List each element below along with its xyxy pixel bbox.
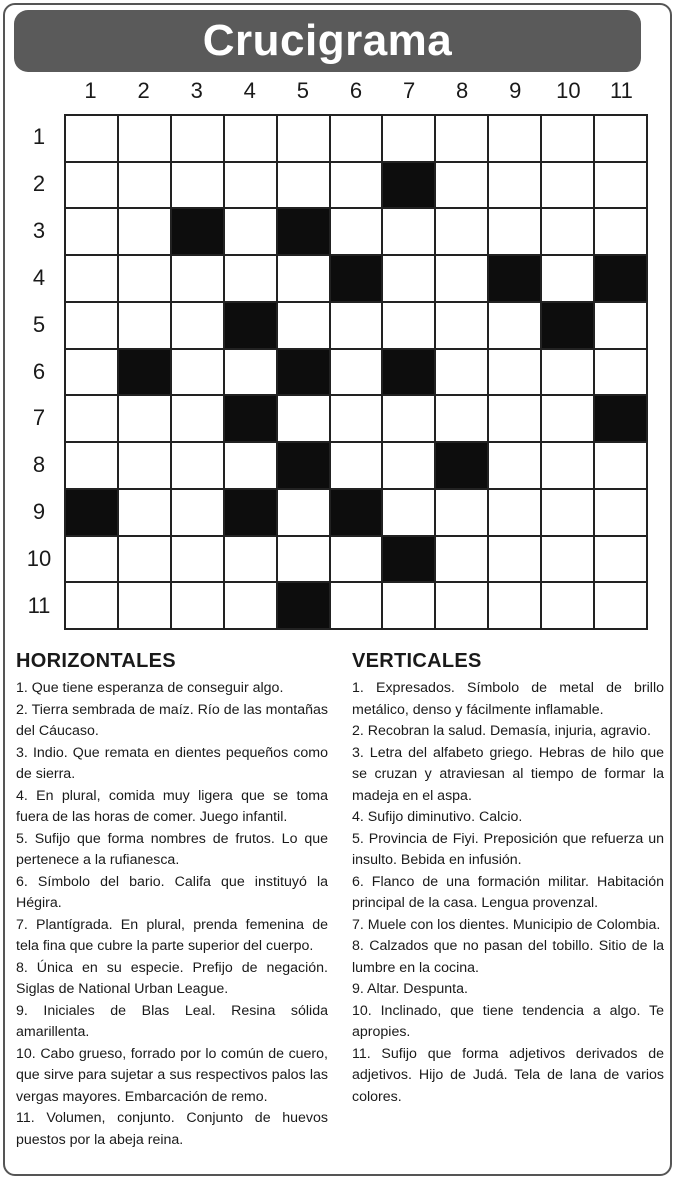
- white-cell[interactable]: [119, 209, 170, 254]
- column-number: 10: [556, 78, 581, 103]
- white-cell[interactable]: [331, 350, 382, 395]
- white-cell[interactable]: [66, 583, 117, 628]
- black-cell: [278, 583, 329, 628]
- white-cell[interactable]: [119, 396, 170, 441]
- black-cell: [119, 350, 170, 395]
- white-cell[interactable]: [542, 490, 593, 535]
- white-cell[interactable]: [225, 116, 276, 161]
- horizontal-clue-list: [16, 678, 328, 1151]
- black-cell: [278, 209, 329, 254]
- white-cell[interactable]: [331, 303, 382, 348]
- white-cell[interactable]: [331, 116, 382, 161]
- white-cell[interactable]: [172, 303, 223, 348]
- black-cell: [172, 209, 223, 254]
- white-cell[interactable]: [489, 490, 540, 535]
- black-cell: [225, 303, 276, 348]
- white-cell[interactable]: [225, 209, 276, 254]
- black-cell: [383, 350, 434, 395]
- white-cell[interactable]: [225, 256, 276, 301]
- white-cell[interactable]: [331, 209, 382, 254]
- horizontal-clues: [16, 648, 328, 1151]
- white-cell[interactable]: [436, 256, 487, 301]
- white-cell[interactable]: [172, 490, 223, 535]
- white-cell[interactable]: [595, 303, 646, 348]
- white-cell[interactable]: [489, 396, 540, 441]
- white-cell[interactable]: [119, 163, 170, 208]
- clue: 5. Sufijo que forma nombres de frutos. Lo que pertenece a la rufianesca.: [16, 830, 328, 868]
- white-cell[interactable]: [436, 163, 487, 208]
- white-cell[interactable]: [278, 163, 329, 208]
- column-number: 7: [402, 78, 416, 103]
- white-cell[interactable]: [436, 350, 487, 395]
- white-cell[interactable]: [331, 163, 382, 208]
- white-cell[interactable]: [66, 537, 117, 582]
- white-cell[interactable]: [119, 443, 170, 488]
- white-cell[interactable]: [383, 209, 434, 254]
- white-cell[interactable]: [66, 116, 117, 161]
- white-cell[interactable]: [489, 163, 540, 208]
- white-cell[interactable]: [172, 396, 223, 441]
- black-cell: [278, 350, 329, 395]
- white-cell[interactable]: [119, 303, 170, 348]
- white-cell[interactable]: [595, 163, 646, 208]
- white-cell[interactable]: [383, 443, 434, 488]
- vertical-heading: VERTICALES: [352, 650, 482, 672]
- black-cell: [436, 443, 487, 488]
- black-cell: [331, 490, 382, 535]
- white-cell[interactable]: [542, 209, 593, 254]
- white-cell[interactable]: [278, 303, 329, 348]
- clue: 11. Volumen, conjunto. Conjunto de huevos puestos por la abeja reina.: [16, 1110, 328, 1148]
- white-cell[interactable]: [542, 163, 593, 208]
- black-cell: [542, 303, 593, 348]
- white-cell[interactable]: [119, 537, 170, 582]
- white-cell[interactable]: [542, 537, 593, 582]
- white-cell[interactable]: [595, 537, 646, 582]
- row-number: 5: [32, 311, 46, 337]
- white-cell[interactable]: [119, 116, 170, 161]
- black-cell: [383, 163, 434, 208]
- white-cell[interactable]: [383, 303, 434, 348]
- row-number: 11: [27, 593, 51, 619]
- black-cell: [331, 256, 382, 301]
- clue: 7. Muele con los dientes. Municipio de Colombia.: [352, 916, 661, 933]
- white-cell[interactable]: [172, 350, 223, 395]
- white-cell[interactable]: [278, 490, 329, 535]
- white-cell[interactable]: [383, 256, 434, 301]
- column-number: 2: [137, 78, 150, 103]
- white-cell[interactable]: [66, 443, 117, 488]
- row-number: 9: [32, 499, 46, 525]
- white-cell[interactable]: [278, 396, 329, 441]
- white-cell[interactable]: [331, 396, 382, 441]
- white-cell[interactable]: [542, 443, 593, 488]
- white-cell[interactable]: [225, 537, 276, 582]
- white-cell[interactable]: [489, 443, 540, 488]
- white-cell[interactable]: [172, 163, 223, 208]
- white-cell[interactable]: [172, 116, 223, 161]
- column-number: 3: [190, 78, 203, 103]
- column-number: 5: [296, 78, 310, 103]
- clue: 6. Flanco de una formación militar. Habitación principal de la casa. Lengua provenzal.: [352, 873, 664, 911]
- clue: 2. Tierra sembrada de maíz. Río de las montañas del Cáucaso.: [16, 701, 328, 739]
- clue: 10. Inclinado, que tiene tendencia a algo. Te apropies.: [352, 1002, 664, 1040]
- clue: 9. Iniciales de Blas Leal. Resina sólida amarillenta.: [16, 1002, 328, 1040]
- white-cell[interactable]: [383, 583, 434, 628]
- black-cell: [225, 490, 276, 535]
- white-cell[interactable]: [278, 537, 329, 582]
- white-cell[interactable]: [119, 256, 170, 301]
- horizontal-heading: HORIZONTALES: [16, 650, 176, 672]
- page-title: Crucigrama: [202, 16, 453, 65]
- white-cell[interactable]: [225, 583, 276, 628]
- vertical-clues: [352, 648, 664, 1108]
- white-cell[interactable]: [436, 303, 487, 348]
- white-cell[interactable]: [383, 490, 434, 535]
- white-cell[interactable]: [595, 443, 646, 488]
- white-cell[interactable]: [225, 163, 276, 208]
- clue: 3. Indio. Que remata en dientes pequeños como de sierra.: [16, 744, 328, 782]
- white-cell[interactable]: [66, 209, 117, 254]
- white-cell[interactable]: [225, 443, 276, 488]
- white-cell[interactable]: [383, 396, 434, 441]
- white-cell[interactable]: [595, 583, 646, 628]
- clue: 9. Altar. Despunta.: [352, 981, 468, 997]
- clue: 5. Provincia de Fiyi. Preposición que refuerza un insulto. Bebida en infusión.: [352, 830, 664, 868]
- white-cell[interactable]: [331, 443, 382, 488]
- vertical-clue-list: [352, 678, 664, 1108]
- crossword-grid: [64, 114, 648, 630]
- clue: 4. Sufijo diminutivo. Calcio.: [352, 809, 523, 825]
- white-cell[interactable]: [489, 537, 540, 582]
- column-number: 11: [610, 78, 633, 103]
- row-number: 2: [32, 170, 46, 196]
- white-cell[interactable]: [542, 256, 593, 301]
- row-numbers: [14, 114, 64, 630]
- white-cell[interactable]: [542, 396, 593, 441]
- white-cell[interactable]: [436, 490, 487, 535]
- row-number: 8: [32, 452, 46, 478]
- white-cell[interactable]: [225, 350, 276, 395]
- white-cell[interactable]: [489, 303, 540, 348]
- white-cell[interactable]: [436, 583, 487, 628]
- white-cell[interactable]: [66, 163, 117, 208]
- black-cell: [595, 396, 646, 441]
- white-cell[interactable]: [489, 209, 540, 254]
- clue: 11. Sufijo que forma adjetivos derivados de adjetivos. Hijo de Judá. Tela de lana de varios colores.: [352, 1045, 664, 1105]
- row-number: 1: [32, 124, 46, 149]
- column-number: 8: [456, 78, 469, 103]
- white-cell[interactable]: [436, 537, 487, 582]
- row-number: 4: [32, 264, 46, 290]
- white-cell[interactable]: [436, 116, 487, 161]
- white-cell[interactable]: [172, 256, 223, 301]
- white-cell[interactable]: [278, 116, 329, 161]
- clue: 3. Letra del alfabeto griego. Hebras de hilo que se cruzan y atraviesan al tiempo de formar la madeja en el aspa.: [352, 744, 664, 804]
- row-number: 6: [32, 358, 46, 384]
- white-cell[interactable]: [278, 256, 329, 301]
- clue: 8. Única en su especie. Prefijo de negación. Siglas de National Urban League.: [16, 959, 328, 997]
- white-cell[interactable]: [595, 116, 646, 161]
- black-cell: [66, 490, 117, 535]
- row-number: 7: [32, 405, 46, 431]
- title-banner: [14, 10, 641, 72]
- clue: 1. Expresados. Símbolo de metal de brillo metálico, denso y fácilmente inflamable.: [352, 680, 664, 718]
- column-number: 6: [349, 78, 363, 103]
- white-cell[interactable]: [66, 256, 117, 301]
- white-cell[interactable]: [172, 537, 223, 582]
- white-cell[interactable]: [383, 116, 434, 161]
- white-cell[interactable]: [542, 116, 593, 161]
- white-cell[interactable]: [66, 350, 117, 395]
- clue: 2. Recobran la salud. Demasía, injuria, agravio.: [352, 723, 651, 739]
- white-cell[interactable]: [436, 209, 487, 254]
- white-cell[interactable]: [489, 583, 540, 628]
- white-cell[interactable]: [172, 443, 223, 488]
- white-cell[interactable]: [489, 350, 540, 395]
- black-cell: [489, 256, 540, 301]
- white-cell[interactable]: [595, 350, 646, 395]
- white-cell[interactable]: [595, 490, 646, 535]
- black-cell: [383, 537, 434, 582]
- column-numbers: [64, 78, 648, 108]
- white-cell[interactable]: [436, 396, 487, 441]
- white-cell[interactable]: [542, 350, 593, 395]
- white-cell[interactable]: [119, 583, 170, 628]
- column-number: 1: [84, 78, 97, 103]
- clue: 1. Que tiene esperanza de conseguir algo.: [16, 680, 284, 696]
- white-cell[interactable]: [331, 537, 382, 582]
- white-cell[interactable]: [595, 209, 646, 254]
- column-number: 4: [243, 78, 256, 103]
- clue: 8. Calzados que no pasan del tobillo. Sitio de la lumbre en la cocina.: [352, 938, 664, 976]
- black-cell: [595, 256, 646, 301]
- white-cell[interactable]: [489, 116, 540, 161]
- column-number: 9: [509, 78, 522, 103]
- row-number: 3: [32, 217, 46, 243]
- white-cell[interactable]: [542, 583, 593, 628]
- white-cell[interactable]: [66, 303, 117, 348]
- clue: 4. En plural, comida muy ligera que se toma fuera de las horas de comer. Juego infantil.: [16, 787, 328, 825]
- white-cell[interactable]: [172, 583, 223, 628]
- clue: 7. Plantígrada. En plural, prenda femenina de tela fina que cubre la parte superior del cuerpo.: [16, 916, 328, 954]
- white-cell[interactable]: [66, 396, 117, 441]
- clue: 6. Símbolo del bario. Califa que instituyó la Hégira.: [16, 873, 328, 911]
- white-cell[interactable]: [119, 490, 170, 535]
- black-cell: [225, 396, 276, 441]
- white-cell[interactable]: [331, 583, 382, 628]
- clue: 10. Cabo grueso, forrado por lo común de cuero, que sirve para sujetar a sus respectivos palos las vergas mayores. Embarcación de remo.: [16, 1045, 328, 1105]
- row-number: 10: [26, 546, 52, 572]
- black-cell: [278, 443, 329, 488]
